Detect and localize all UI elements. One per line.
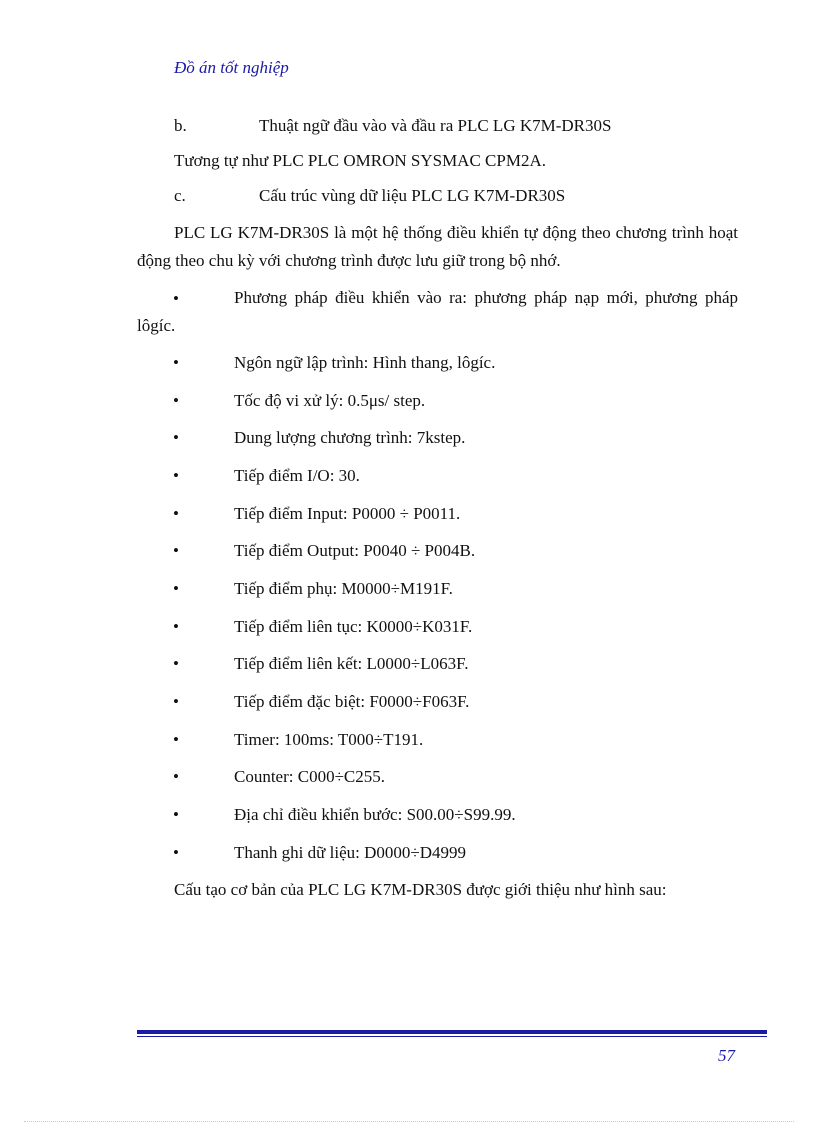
bullet-marker: • [173, 805, 179, 824]
page-header: Đồ án tốt nghiệp [174, 58, 289, 77]
section-c-intro: PLC LG K7M-DR30S là một hệ thống điều khiển tự động theo chương trình hoạt động theo chu kỳ với chương trình được lưu giữ trong bộ nhớ. [137, 223, 738, 270]
list-item: Thanh ghi dữ liệu: D0000÷D4999 [234, 843, 466, 862]
bullet-marker: • [173, 617, 179, 636]
bullet-marker: • [173, 843, 179, 862]
list-item: Tiếp điểm liên tục: K0000÷K031F. [234, 617, 473, 636]
list-item: Tiếp điểm Output: P0040 ÷ P004B. [234, 541, 476, 560]
list-item: Địa chỉ điều khiển bước: S00.00÷S99.99. [234, 805, 516, 824]
bullet-marker: • [173, 428, 179, 447]
bullet-marker: • [173, 730, 179, 749]
page-bottom-divider [24, 1121, 794, 1122]
list-item: Phương pháp điều khiển vào ra: phương pháp nạp mới, phương pháp lôgíc. [137, 288, 738, 335]
page-number: 57 [718, 1046, 735, 1065]
bullet-marker: • [173, 391, 179, 410]
closing-sentence: Cấu tạo cơ bản của PLC LG K7M-DR30S được giới thiệu như hình sau: [174, 880, 667, 899]
bullet-marker: • [173, 504, 179, 523]
bullet-marker: • [173, 353, 179, 372]
bullet-marker: • [173, 289, 179, 308]
list-item: Tiếp điểm I/O: 30. [234, 466, 360, 485]
bullet-marker: • [173, 767, 179, 786]
section-b-label: b. [174, 116, 187, 135]
list-item: Tiếp điểm phụ: M0000÷M191F. [234, 579, 453, 598]
list-item: Tốc độ vi xử lý: 0.5μs/ step. [234, 391, 426, 410]
list-item: Dung lượng chương trình: 7kstep. [234, 428, 466, 447]
bullet-marker: • [173, 692, 179, 711]
list-item: Timer: 100ms: T000÷T191. [234, 730, 424, 749]
bullet-marker: • [173, 654, 179, 673]
section-b-title: Thuật ngữ đầu vào và đầu ra PLC LG K7M-DR30S [259, 116, 612, 135]
bullet-marker: • [173, 579, 179, 598]
list-item: Counter: C000÷C255. [234, 767, 385, 786]
list-item: Tiếp điểm liên kết: L0000÷L063F. [234, 654, 469, 673]
list-item: Tiếp điểm Input: P0000 ÷ P0011. [234, 504, 461, 523]
section-c-title: Cấu trúc vùng dữ liệu PLC LG K7M-DR30S [259, 186, 566, 205]
footer-rule-thin [137, 1036, 767, 1037]
section-b-body: Tương tự như PLC PLC OMRON SYSMAC CPM2A. [174, 151, 546, 170]
list-item: Tiếp điểm đặc biệt: F0000÷F063F. [234, 692, 470, 711]
bullet-marker: • [173, 466, 179, 485]
section-c-label: c. [174, 186, 186, 205]
bullet-marker: • [173, 541, 179, 560]
list-item: Ngôn ngữ lập trình: Hình thang, lôgíc. [234, 353, 496, 372]
footer-rule-thick [137, 1030, 767, 1034]
